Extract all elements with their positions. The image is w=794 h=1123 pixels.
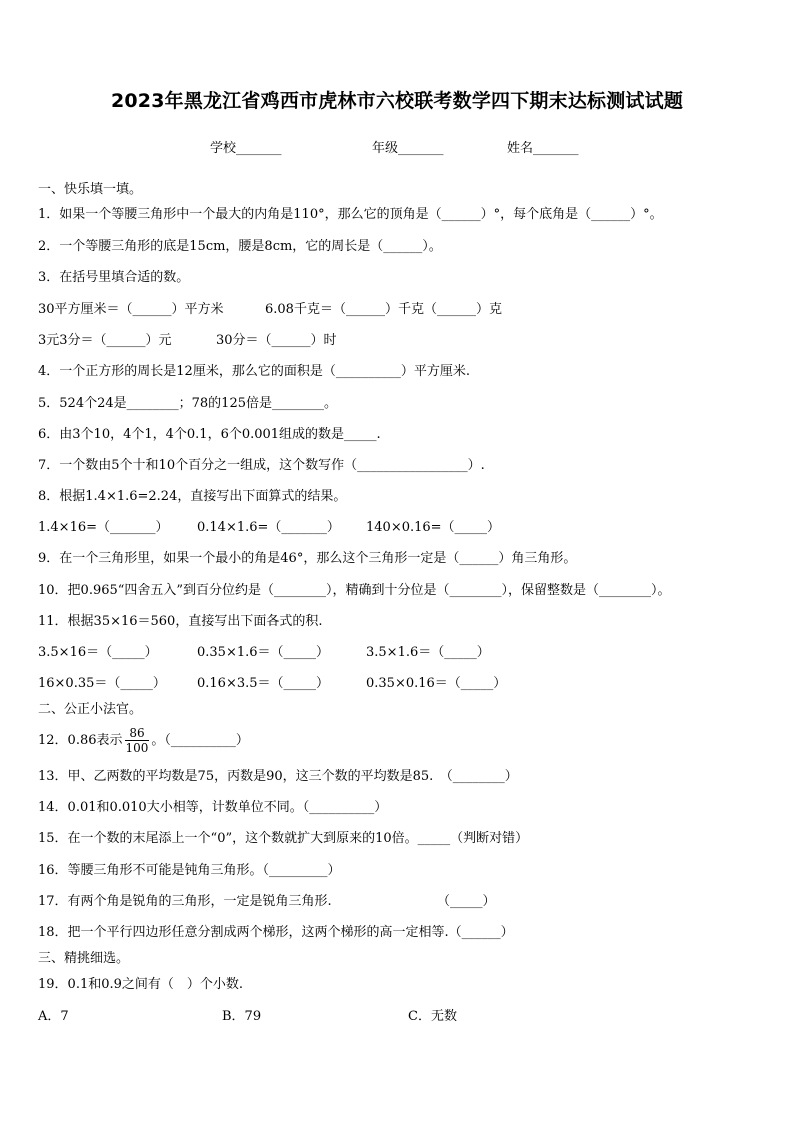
- question-11-item-4: 16×0.35＝（_____）: [38, 676, 166, 691]
- question-11-item-1: 3.5×16＝（_____）: [38, 645, 158, 660]
- question-12-blank: 。（__________）: [151, 733, 249, 748]
- question-3-item-3: 3元3分＝（______）元: [38, 333, 172, 348]
- question-7: 7．一个数由5个十和10个百分之一组成，这个数写作（_________________）.: [38, 458, 485, 473]
- question-3-item-4: 30分＝（______）时: [216, 333, 337, 348]
- question-5: 5．524个24是________；78的125倍是________。: [38, 396, 337, 411]
- question-13: 13．甲、乙两数的平均数是75，丙数是90，这三个数的平均数是85. （________）: [38, 769, 518, 784]
- question-19-option-c: C．无数: [408, 1009, 457, 1024]
- section-heading-2: 二、公正小法官。: [38, 702, 143, 717]
- question-12: [38, 724, 249, 758]
- question-17-blank: （_____）: [437, 894, 496, 909]
- question-19-option-a: A．7: [38, 1009, 69, 1024]
- question-8-item-3: 140×0.16=（_____）: [366, 520, 501, 535]
- question-8-item-1: 1.4×16=（_______）: [38, 520, 169, 535]
- fraction-denominator: 100: [125, 741, 149, 755]
- question-4: 4．一个正方形的周长是12厘米，那么它的面积是（__________）平方厘米.: [38, 364, 470, 379]
- question-3-item-1: 30平方厘米＝（______）平方米: [38, 302, 224, 317]
- question-11-item-2: 0.35×1.6＝（_____）: [197, 645, 330, 660]
- page-title: 2023年黑龙江省鸡西市虎林市六校联考数学四下期末达标测试试题: [110, 90, 684, 112]
- question-11-item-3: 3.5×1.6＝（_____）: [366, 645, 490, 660]
- name-field: 姓名_______: [507, 141, 579, 156]
- question-3: 3．在括号里填合适的数。: [38, 270, 190, 285]
- grade-field: 年级_______: [372, 141, 444, 156]
- section-heading-3: 三、精挑细选。: [38, 951, 130, 966]
- question-11-item-5: 0.16×3.5＝（_____）: [197, 676, 330, 691]
- question-11-item-6: 0.35×0.16＝（_____）: [366, 676, 507, 691]
- school-field: 学校_______: [210, 141, 282, 156]
- question-2: 2．一个等腰三角形的底是15cm，腰是8cm，它的周长是（______）。: [38, 239, 442, 254]
- question-1: 1．如果一个等腰三角形中一个最大的内角是110°，那么它的顶角是（______）°，每个底角是（______）°。: [38, 207, 663, 222]
- question-14: 14．0.01和0.010大小相等，计数单位不同。（__________）: [38, 800, 388, 815]
- question-19: 19．0.1和0.9之间有（ ）个小数.: [38, 977, 244, 992]
- question-10: 10．把0.965“四舍五入”到百分位约是（________），精确到十分位是（________），保留整数是（________）。: [38, 583, 671, 598]
- question-12-text: 12．0.86表示: [38, 733, 123, 748]
- question-8: 8．根据1.4×1.6=2.24，直接写出下面算式的结果。: [38, 489, 347, 504]
- question-16: 16．等腰三角形不可能是钝角三角形。（_________）: [38, 863, 341, 878]
- question-6: 6．由3个10，4个1，4个0.1，6个0.001组成的数是_____.: [38, 427, 381, 442]
- question-8-item-2: 0.14×1.6=（_______）: [197, 520, 340, 535]
- question-15: 15．在一个数的末尾添上一个“0”，这个数就扩大到原来的10倍。_____（判断对错）: [38, 831, 529, 846]
- question-3-item-2: 6.08千克＝（______）千克（______）克: [265, 302, 502, 317]
- fraction: [125, 726, 150, 755]
- fraction-numerator: 86: [125, 726, 150, 741]
- question-18: 18．把一个平行四边形任意分割成两个梯形，这两个梯形的高一定相等.（______）: [38, 925, 514, 940]
- section-heading-1: 一、快乐填一填。: [38, 182, 143, 197]
- question-19-option-b: B．79: [222, 1009, 262, 1024]
- question-17: 17．有两个角是锐角的三角形，一定是锐角三角形.: [38, 894, 332, 909]
- question-11: 11．根据35×16＝560，直接写出下面各式的积.: [38, 614, 323, 629]
- question-9: 9．在一个三角形里，如果一个最小的角是46°，那么这个三角形一定是（______）角三角形。: [38, 551, 577, 566]
